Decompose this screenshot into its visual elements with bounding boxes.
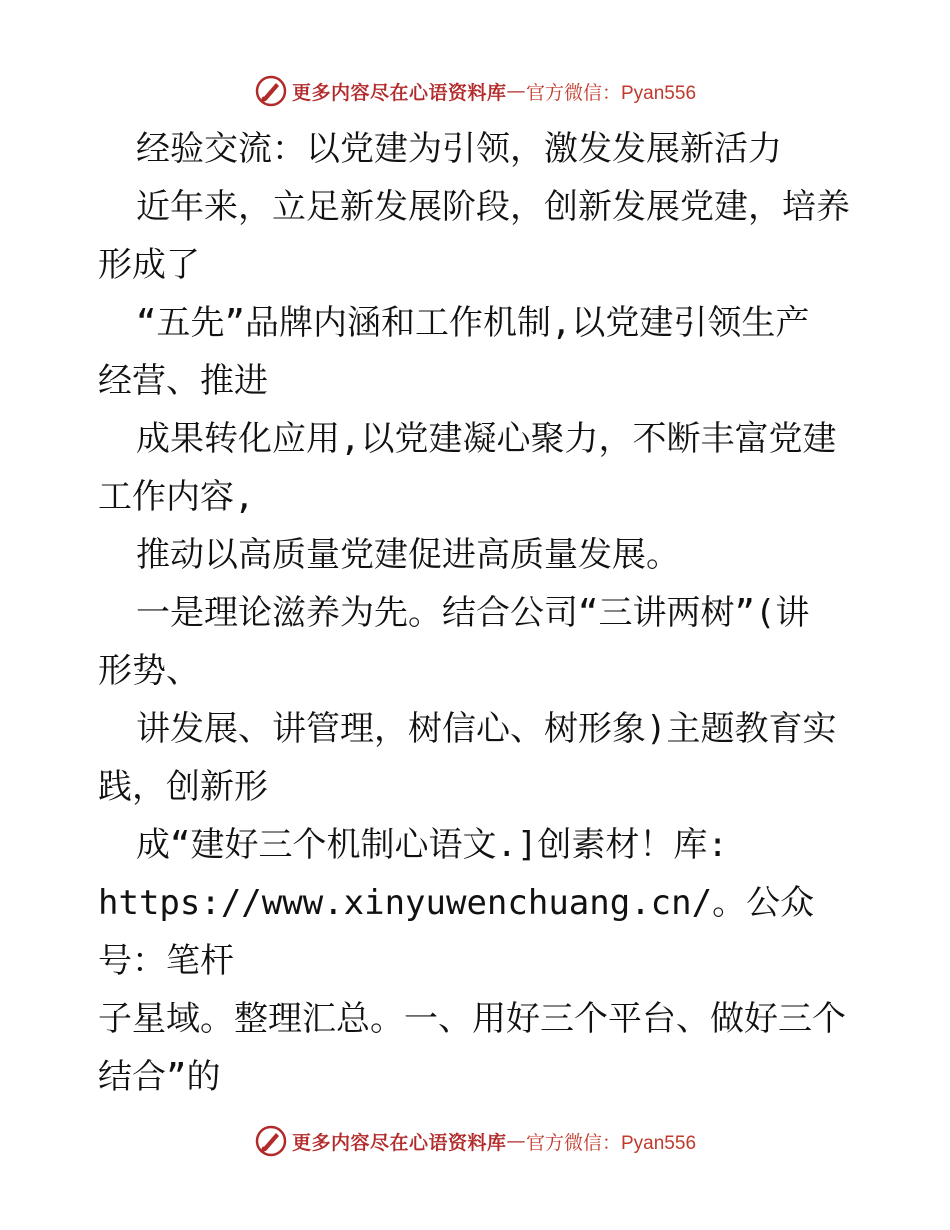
body-line: 结合”的	[98, 1057, 221, 1097]
document-body	[98, 120, 858, 1106]
brush-logo-icon	[254, 74, 288, 108]
body-line: 践，创新形	[98, 767, 268, 807]
body-line: 推动以高质量党建促进高质量发展。	[136, 535, 680, 575]
body-line: “五先”品牌内涵和工作机制,以党建引领生产	[136, 303, 810, 343]
body-line: 经营、推进	[98, 361, 268, 401]
footer-site-name: 更多内容尽在心语资料库	[291, 1131, 507, 1154]
header-banner	[0, 71, 950, 111]
body-line: 成果转化应用,以党建凝心聚力，不断丰富党建	[136, 419, 837, 459]
body-line: 工作内容,	[98, 477, 255, 517]
header-separator: —	[506, 80, 526, 102]
body-line: 成“建好三个机制心语文.]创素材！库:	[136, 825, 728, 865]
body-line: 经验交流：以党建为引领，激发发展新活力	[136, 129, 782, 169]
brush-logo-icon	[254, 1124, 288, 1158]
header-site-name: 更多内容尽在心语资料库	[291, 81, 507, 104]
body-line: 子星域。整理汇总。一、用好三个平台、做好三个	[98, 999, 846, 1039]
footer-separator: —	[506, 1130, 526, 1152]
body-line: 形势、	[98, 651, 200, 691]
body-line: 近年来，立足新发展阶段，创新发展党建，培养	[136, 187, 850, 227]
footer-wechat: 官方微信：Pyan556	[526, 1132, 697, 1154]
body-line: 讲发展、讲管理，树信心、树形象)主题教育实	[136, 709, 837, 749]
body-line: https://www.xinyuwenchuang.cn/。公众号：笔杆	[98, 883, 815, 981]
body-line: 形成了	[98, 245, 200, 285]
header-wechat: 官方微信：Pyan556	[526, 82, 697, 104]
footer-banner	[0, 1121, 950, 1161]
body-line: 一是理论滋养为先。结合公司“三讲两树”(讲	[136, 593, 810, 633]
